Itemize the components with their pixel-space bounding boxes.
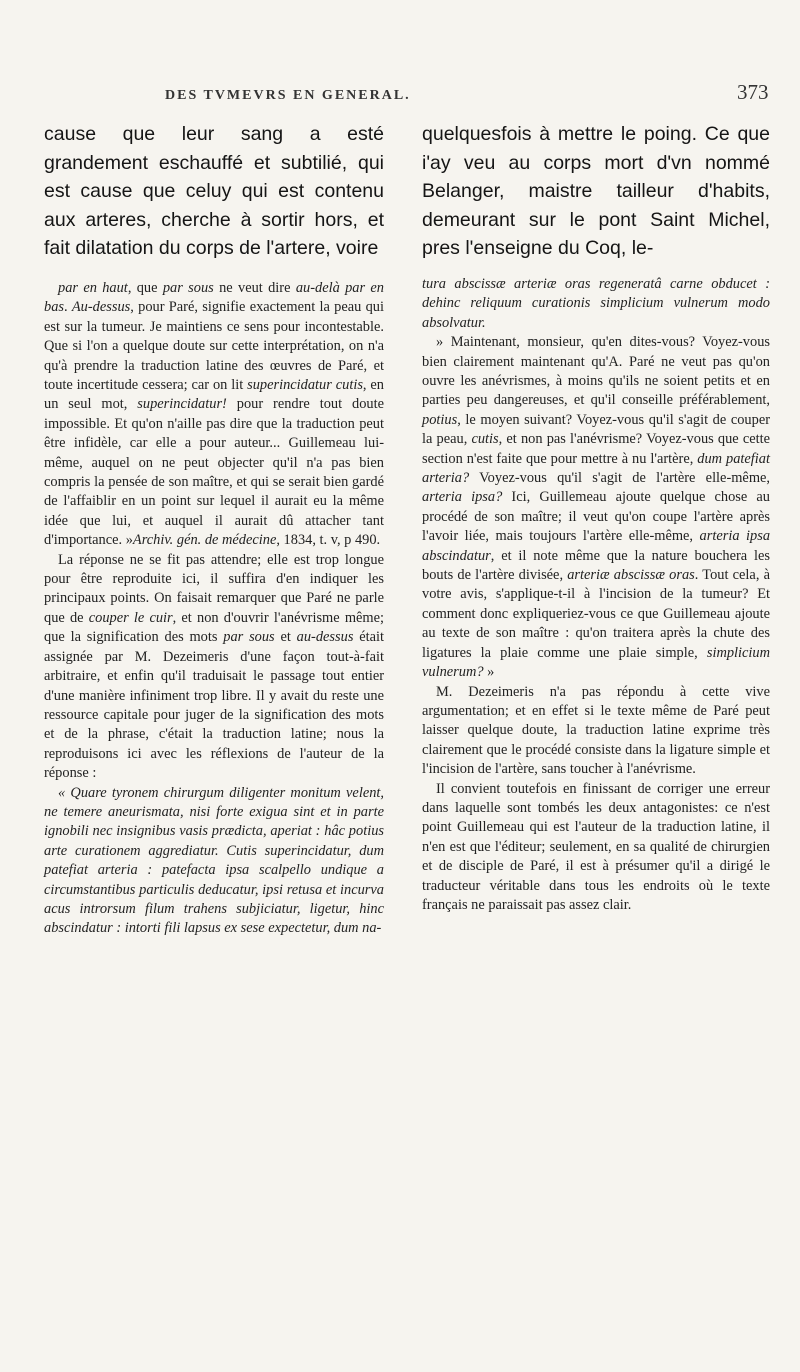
text-run: était assignée par M. Dezeimeris d'une façon tout-à-fait arbitraire, et enfin qu'il traduisait le passage tout entier d'une manière infiniment trop libre. Il y avait du reste une ressource capitale pour juger de la signification des mots et de la phrase, c'était la traduction latine; nous la reproduisons ici avec les réflexions de l'auteur de la réponse :	[44, 629, 384, 782]
final-paragraph: Il convient toutefois en finissant de corriger une erreur dans laquelle sont tombés les deux antagonistes: ce n'est point Guillemeau qui est l'auteur de la traduction latine, il n'en est que l'éditeur; seulement, en sa qualité de chirurgien et de disciple de Paré, il est à présumer qu'il a dirigé le traducteur véritable dans tous les endroits où le texte français ne paraissait pas assez clair.	[422, 780, 770, 913]
text-run: pour rendre tout doute impossible. Et qu'on n'aille pas dire que la traduction peut être infidèle, car elle a pour auteur... Guillemeau lui-même, auquel on ne peut objecter qu'il n'a pas bien compris la pensée de son maître, et qui se serait bien gardé de l'affaiblir en un point sur lequel il aurait eu la même idée que lui, et auquel il aurait dû attacher tant d'importance. »	[44, 396, 384, 549]
old-french-text-left: cause que leur sang a esté grandement eschauffé et subtilié, qui est cause que celuy qui est contenu aux arteres, cherche à sortir hors, et fait dilatation du corps de l'artere, voire	[44, 123, 384, 260]
text-run: ne veut dire	[213, 279, 296, 296]
text-run: . Tout cela, à votre avis, s'applique-t-il à l'incision de la tumeur? Et comment donc expliqueriez-vous ce que Guillemeau ajoute au texte de son maître : qu'on traitera après la chute des ligatures la plaie comme une plaie simple,	[422, 567, 770, 661]
text-run: »	[483, 664, 495, 681]
conclusion-paragraph: M. Dezeimeris n'a pas répondu à cette vive argumentation; et en effet si le texte même de Paré peut laisser quelque doute, la traduction latine exprime très clairement que le procédé consiste dans la ligature simple et l'incision de l'artère, sans toucher à l'anévrisme.	[422, 683, 770, 778]
right-column	[422, 120, 770, 915]
italic-run: arteria ipsa?	[422, 489, 503, 506]
text-run: La réponse ne se fit pas attendre; elle est trop longue pour être reproduite ici, il suffira d'en indiquer les principaux points. On faisait remarquer que Paré ne parle que de	[44, 551, 384, 626]
text-run: Ici, Guillemeau ajoute quelque chose au procédé de son maître; il veut qu'on coupe l'artère après l'avoir liée, mais toujours l'artère elle-même,	[422, 489, 771, 545]
running-head: DES TVMEVRS EN GENERAL.	[165, 88, 411, 103]
italic-run: couper le cuir	[88, 609, 173, 626]
italic-run: par sous	[223, 629, 275, 646]
italic-run: dum patefiat arteria?	[422, 450, 770, 487]
italic-run: simplicium vulnerum?	[422, 644, 770, 681]
page-number: 373	[737, 80, 769, 104]
italic-run: potius	[422, 411, 458, 428]
text-run: , en un seul mot,	[44, 377, 384, 413]
italic-run: au-dessus	[296, 629, 354, 646]
latin-quote-continued: tura abscissæ arteriæ oras regeneratâ carne obducet : dehinc reliquum curationis simplicium vulnerum modo absolvatur.	[422, 275, 770, 331]
page-header	[0, 80, 800, 110]
italic-run: Au-dessus	[71, 299, 131, 316]
footnote-paragraph-1	[44, 279, 384, 551]
text-run: , pour Paré, signifie exactement la peau qui est sur la tumeur. Je maintiens ce sens pour incontestable. Que si l'on a quelque doute sur cette interprétation, on n'a qu'à prendre la traduction latine des œuvres de Paré, et toute incertitude cessera; car on lit	[44, 299, 384, 393]
italic-run: arteriæ abscissæ oras	[567, 567, 695, 584]
text-run: » Maintenant, monsieur, qu'en dites-vous? Voyez-vous bien clairement maintenant qu'A. Paré ne veut pas qu'on ouvre les anévrismes, à moins qu'ils ne soient petits et en parties peu dangereuses, et qu'il conseille préférablement,	[422, 334, 770, 409]
italic-run: Archiv. gén. de médecine	[132, 532, 277, 549]
text-run: , et non pas l'anévrisme? Voyez-vous que cette section n'est faite que pour mettre à nu l'artère,	[422, 431, 770, 467]
italic-run: arteria ipsa abscindatur	[422, 528, 771, 564]
argument-paragraph	[422, 333, 770, 682]
text-run: , 1834, t. v, p 490.	[276, 532, 381, 549]
left-column	[44, 120, 384, 939]
italic-run: par sous	[162, 279, 214, 296]
old-french-text-right: quelquesfois à mettre le poing. Ce que i'ay veu au corps mort d'vn nommé Belanger, maistre tailleur d'habits, demeurant sur le pont Saint Michel, pres l'enseigne du Coq, le-	[422, 123, 770, 260]
text-run: , et non d'ouvrir l'anévrisme même; que la signification des mots	[44, 609, 384, 646]
italic-run: au-delà par en bas	[44, 279, 384, 316]
text-run: , que	[127, 279, 163, 296]
text-run: et	[274, 629, 297, 646]
italic-run: superincidatur!	[137, 396, 227, 413]
text-run: , et il note même que la nature bouchera les bouts de l'artère divisée,	[422, 547, 770, 584]
text-run: .	[64, 299, 72, 316]
italic-run: par en haut	[58, 279, 128, 296]
italic-run: cutis	[471, 431, 499, 448]
text-run: Voyez-vous qu'il s'agit de l'artère elle-même,	[469, 470, 770, 487]
latin-quote: « Quare tyronem chirurgum diligenter monitum velent, ne temere aneurismata, nisi forte exigua sint et in parte ignobili nec insignibus vasis prædicta, aperiat : hâc potius arte curationem aggrediatur. Cutis superincidatur, dum patefiat arteria : patefacta ipsa scalpello undique a circumstantibus particulis deducatur, ipsi retusa et incurva acus introrsum filum trahens subjiciatur, ligetur, hinc abscindatur : intorti fili lapsus ex sese expectetur, dum na-	[44, 784, 384, 937]
text-run: , le moyen suivant? Voyez-vous qu'il s'agit de couper la peau,	[422, 411, 770, 448]
italic-run: superincidatur cutis	[247, 377, 363, 393]
footnote-paragraph-2	[44, 551, 384, 784]
